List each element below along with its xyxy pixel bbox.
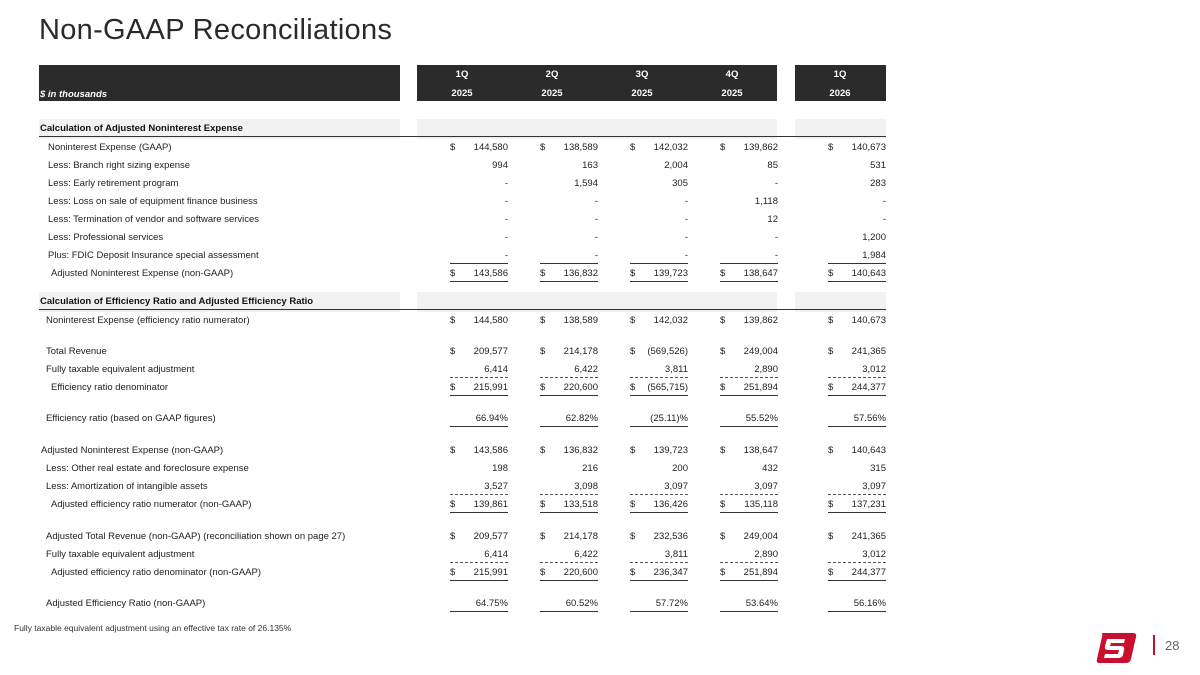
cell-value: 1,200 — [862, 232, 886, 243]
cell-value: - — [504, 214, 508, 225]
column-year-label: 2025 — [541, 88, 563, 99]
cell-value: 249,004 — [743, 531, 778, 542]
table-cell — [450, 445, 508, 458]
row-label: Noninterest Expense (efficiency ratio numerator) — [46, 315, 250, 326]
cell-value: 140,643 — [851, 268, 886, 279]
table-cell — [720, 499, 778, 513]
table-cell — [450, 567, 508, 581]
table-cell — [720, 445, 778, 458]
currency-symbol: $ — [450, 499, 456, 510]
table-cell — [630, 463, 688, 476]
table-cell — [540, 346, 598, 359]
units-label: $ in thousands — [40, 89, 108, 100]
currency-symbol: $ — [828, 346, 834, 357]
table-cell — [450, 315, 508, 328]
cell-value: 244,377 — [851, 382, 886, 393]
table-cell — [540, 315, 598, 328]
cell-value: 6,422 — [574, 549, 598, 560]
cell-value: 143,586 — [473, 445, 508, 456]
table-cell — [828, 481, 886, 495]
cell-value: 3,097 — [754, 481, 778, 492]
table-cell — [630, 214, 688, 227]
currency-symbol: $ — [450, 567, 456, 578]
row-label: Noninterest Expense (GAAP) — [48, 142, 172, 153]
currency-symbol: $ — [828, 268, 834, 279]
column-quarter-label: 1Q — [833, 69, 847, 80]
page-title: Non-GAAP Reconciliations — [39, 14, 393, 46]
cell-value: 214,178 — [563, 346, 598, 357]
currency-symbol: $ — [630, 531, 636, 542]
table-cell — [720, 214, 778, 227]
table-cell — [450, 382, 508, 396]
table-cell — [630, 232, 688, 245]
table-cell — [828, 346, 886, 359]
cell-value: 138,589 — [563, 142, 598, 153]
cell-value: 60.52% — [565, 598, 598, 609]
column-year-label: 2025 — [721, 88, 743, 99]
row-label: Adjusted Noninterest Expense (non-GAAP) — [51, 268, 234, 279]
currency-symbol: $ — [720, 315, 726, 326]
table-cell — [720, 598, 778, 612]
cell-value: 305 — [672, 178, 688, 189]
currency-symbol: $ — [720, 567, 726, 578]
cell-value: 140,673 — [851, 315, 886, 326]
table-cell — [540, 160, 598, 173]
table-cell — [828, 232, 886, 245]
table-cell — [540, 445, 598, 458]
cell-value: 209,577 — [473, 531, 508, 542]
table-cell — [630, 142, 688, 155]
cell-value: - — [504, 250, 508, 261]
currency-symbol: $ — [540, 346, 546, 357]
cell-value: 62.82% — [565, 413, 598, 424]
currency-symbol: $ — [630, 315, 636, 326]
table-cell — [828, 364, 886, 378]
table-cell — [540, 142, 598, 155]
table-cell — [720, 382, 778, 396]
cell-value: - — [684, 250, 688, 261]
row-label: Adjusted efficiency ratio denominator (non-GAAP) — [51, 567, 261, 578]
table-cell — [720, 531, 778, 544]
table-cell — [540, 549, 598, 563]
cell-value: 3,097 — [862, 481, 886, 492]
currency-symbol: $ — [720, 142, 726, 153]
currency-symbol: $ — [630, 567, 636, 578]
cell-value: 251,894 — [743, 567, 778, 578]
cell-value: 57.56% — [853, 413, 886, 424]
section-header: Calculation of Adjusted Noninterest Expense — [40, 123, 243, 134]
cell-value: 283 — [870, 178, 886, 189]
cell-value: 133,518 — [563, 499, 598, 510]
table-cell — [540, 531, 598, 544]
table-cell — [450, 463, 508, 476]
cell-value: - — [684, 196, 688, 207]
cell-value: 236,347 — [653, 567, 688, 578]
cell-value: 139,723 — [653, 268, 688, 279]
cell-value: 64.75% — [475, 598, 508, 609]
table-cell — [828, 531, 886, 544]
table-cell — [630, 160, 688, 173]
cell-value: 2,890 — [754, 364, 778, 375]
table-cell — [450, 214, 508, 227]
row-label: Total Revenue — [46, 346, 107, 357]
table-cell — [630, 499, 688, 513]
currency-symbol: $ — [540, 499, 546, 510]
cell-value: - — [594, 250, 598, 261]
section-rule — [39, 136, 886, 137]
table-cell — [540, 598, 598, 612]
table-cell — [828, 178, 886, 191]
table-cell — [540, 268, 598, 282]
cell-value: 140,673 — [851, 142, 886, 153]
row-label: Less: Early retirement program — [48, 178, 179, 189]
currency-symbol: $ — [630, 382, 636, 393]
cell-value: 249,004 — [743, 346, 778, 357]
table-cell — [828, 382, 886, 396]
cell-value: 220,600 — [563, 567, 598, 578]
table-cell — [630, 178, 688, 191]
row-label: Efficiency ratio (based on GAAP figures) — [46, 413, 216, 424]
currency-symbol: $ — [630, 346, 636, 357]
cell-value: 3,527 — [484, 481, 508, 492]
cell-value: 66.94% — [475, 413, 508, 424]
cell-value: 136,832 — [563, 268, 598, 279]
currency-symbol: $ — [720, 531, 726, 542]
table-cell — [720, 268, 778, 282]
currency-symbol: $ — [828, 499, 834, 510]
currency-symbol: $ — [540, 268, 546, 279]
cell-value: 139,861 — [473, 499, 508, 510]
cell-value: 994 — [492, 160, 508, 171]
cell-value: 137,231 — [851, 499, 886, 510]
table-cell — [450, 160, 508, 173]
currency-symbol: $ — [630, 142, 636, 153]
table-cell — [630, 315, 688, 328]
section-header: Calculation of Efficiency Ratio and Adjusted Efficiency Ratio — [40, 296, 314, 307]
row-label: Less: Branch right sizing expense — [48, 160, 191, 171]
cell-value: 432 — [762, 463, 778, 474]
currency-symbol: $ — [540, 567, 546, 578]
column-year-label: 2026 — [829, 88, 851, 99]
table-cell — [720, 178, 778, 191]
currency-symbol: $ — [540, 445, 546, 456]
cell-value: (25.11)% — [650, 413, 688, 424]
cell-value: 12 — [767, 214, 778, 225]
row-label: Adjusted efficiency ratio numerator (non-GAAP) — [51, 499, 252, 510]
table-cell — [450, 142, 508, 155]
currency-symbol: $ — [450, 346, 456, 357]
table-cell — [630, 598, 688, 612]
cell-value: 216 — [582, 463, 598, 474]
cell-value: 215,991 — [473, 567, 508, 578]
table-cell — [630, 346, 688, 359]
table-cell — [720, 232, 778, 245]
table-cell — [720, 567, 778, 581]
table-cell — [630, 382, 688, 396]
currency-symbol: $ — [540, 382, 546, 393]
section-rule — [39, 309, 886, 310]
table-cell — [540, 463, 598, 476]
table-cell — [540, 499, 598, 513]
table-cell — [450, 232, 508, 245]
cell-value: 135,118 — [744, 499, 778, 510]
currency-symbol: $ — [450, 531, 456, 542]
table-cell — [540, 567, 598, 581]
table-cell — [540, 413, 598, 427]
company-logo — [1095, 629, 1139, 667]
cell-value: 1,118 — [754, 196, 778, 207]
table-cell — [630, 481, 688, 495]
currency-symbol: $ — [720, 268, 726, 279]
cell-value: 139,862 — [743, 142, 778, 153]
table-cell — [450, 598, 508, 612]
currency-symbol: $ — [828, 531, 834, 542]
cell-value: 142,032 — [653, 315, 688, 326]
table-cell — [450, 481, 508, 495]
currency-symbol: $ — [540, 142, 546, 153]
page-number: 28 — [1165, 638, 1180, 653]
table-cell — [630, 413, 688, 427]
cell-value: 200 — [672, 463, 688, 474]
cell-value: 56.16% — [853, 598, 886, 609]
currency-symbol: $ — [720, 382, 726, 393]
cell-value: 3,012 — [862, 549, 886, 560]
currency-symbol: $ — [450, 445, 456, 456]
currency-symbol: $ — [828, 315, 834, 326]
cell-value: 531 — [870, 160, 886, 171]
table-cell — [450, 549, 508, 563]
table-cell — [540, 382, 598, 396]
row-label: Less: Loss on sale of equipment finance business — [48, 196, 258, 207]
table-cell — [720, 463, 778, 476]
cell-value: 136,832 — [563, 445, 598, 456]
table-cell — [828, 142, 886, 155]
row-label: Adjusted Total Revenue (non-GAAP) (reconciliation shown on page 27) — [46, 531, 346, 542]
cell-value: 139,862 — [743, 315, 778, 326]
cell-value: - — [882, 214, 886, 225]
table-cell — [450, 413, 508, 427]
table-cell — [630, 445, 688, 458]
table-cell — [828, 413, 886, 427]
table-cell — [828, 598, 886, 612]
row-label: Efficiency ratio denominator — [51, 382, 169, 393]
table-cell — [630, 567, 688, 581]
cell-value: - — [774, 250, 778, 261]
cell-value: - — [594, 196, 598, 207]
currency-symbol: $ — [720, 346, 726, 357]
table-cell — [828, 445, 886, 458]
cell-value: 315 — [870, 463, 886, 474]
table-cell — [720, 196, 778, 209]
cell-value: 244,377 — [851, 567, 886, 578]
cell-value: - — [684, 232, 688, 243]
table-cell — [450, 364, 508, 378]
table-cell — [450, 268, 508, 282]
cell-value: 2,004 — [664, 160, 688, 171]
table-cell — [630, 549, 688, 563]
table-cell — [450, 178, 508, 191]
table-cell — [450, 531, 508, 544]
cell-value: 209,577 — [473, 346, 508, 357]
table-cell — [828, 160, 886, 173]
cell-value: 57.72% — [655, 598, 688, 609]
cell-value: 232,536 — [653, 531, 688, 542]
table-cell — [450, 250, 508, 264]
page-number-divider — [1153, 635, 1155, 655]
currency-symbol: $ — [828, 142, 834, 153]
table-cell — [828, 549, 886, 563]
row-label: Fully taxable equivalent adjustment — [46, 364, 195, 375]
currency-symbol: $ — [450, 382, 456, 393]
cell-value: 53.64% — [745, 598, 778, 609]
currency-symbol: $ — [540, 315, 546, 326]
table-cell — [828, 315, 886, 328]
table-cell — [450, 196, 508, 209]
currency-symbol: $ — [450, 142, 456, 153]
column-quarter-label: 2Q — [545, 69, 559, 80]
row-label: Less: Amortization of intangible assets — [46, 481, 208, 492]
table-cell — [540, 196, 598, 209]
table-cell — [540, 364, 598, 378]
table-cell — [720, 364, 778, 378]
cell-value: 139,723 — [653, 445, 688, 456]
table-cell — [630, 196, 688, 209]
currency-symbol: $ — [450, 268, 456, 279]
cell-value: - — [504, 196, 508, 207]
cell-value: 142,032 — [653, 142, 688, 153]
cell-value: 143,586 — [473, 268, 508, 279]
cell-value: 214,178 — [563, 531, 598, 542]
cell-value: 144,580 — [473, 315, 508, 326]
cell-value: 144,580 — [473, 142, 508, 153]
cell-value: 163 — [582, 160, 598, 171]
cell-value: 3,012 — [862, 364, 886, 375]
table-cell — [540, 214, 598, 227]
cell-value: 220,600 — [563, 382, 598, 393]
cell-value: 6,422 — [574, 364, 598, 375]
row-label: Adjusted Noninterest Expense (non-GAAP) — [41, 445, 224, 456]
cell-value: - — [684, 214, 688, 225]
table-cell — [450, 499, 508, 513]
column-quarter-label: 4Q — [725, 69, 739, 80]
currency-symbol: $ — [630, 499, 636, 510]
table-cell — [828, 196, 886, 209]
currency-symbol: $ — [630, 268, 636, 279]
table-cell — [540, 178, 598, 191]
table-cell — [540, 481, 598, 495]
column-quarter-label: 1Q — [455, 69, 469, 80]
cell-value: 6,414 — [484, 549, 508, 560]
cell-value: (569,526) — [647, 346, 688, 357]
table-cell — [828, 250, 886, 264]
cell-value: 3,811 — [664, 364, 688, 375]
currency-symbol: $ — [720, 445, 726, 456]
table-cell — [450, 346, 508, 359]
cell-value: - — [594, 232, 598, 243]
row-label: Less: Other real estate and foreclosure expense — [46, 463, 249, 474]
currency-symbol: $ — [450, 315, 456, 326]
table-cell — [828, 214, 886, 227]
currency-symbol: $ — [828, 567, 834, 578]
table-cell — [828, 463, 886, 476]
cell-value: 1,984 — [862, 250, 886, 261]
cell-value: 55.52% — [745, 413, 778, 424]
cell-value: 138,647 — [743, 268, 778, 279]
table-cell — [720, 142, 778, 155]
cell-value: (565,715) — [647, 382, 688, 393]
cell-value: - — [594, 214, 598, 225]
table-cell — [720, 481, 778, 495]
table-cell — [720, 413, 778, 427]
cell-value: 85 — [767, 160, 778, 171]
table-cell — [720, 315, 778, 328]
cell-value: - — [882, 196, 886, 207]
table-cell — [630, 250, 688, 264]
table-cell — [720, 346, 778, 359]
currency-symbol: $ — [540, 531, 546, 542]
cell-value: - — [504, 178, 508, 189]
table-cell — [630, 268, 688, 282]
cell-value: 2,890 — [754, 549, 778, 560]
cell-value: - — [774, 178, 778, 189]
column-year-label: 2025 — [451, 88, 473, 99]
column-quarter-label: 3Q — [635, 69, 649, 80]
table-cell — [828, 499, 886, 513]
cell-value: 241,365 — [851, 346, 886, 357]
row-label: Less: Professional services — [48, 232, 164, 243]
cell-value: - — [774, 232, 778, 243]
table-cell — [540, 250, 598, 264]
row-label: Fully taxable equivalent adjustment — [46, 549, 195, 560]
table-cell — [828, 567, 886, 581]
cell-value: - — [504, 232, 508, 243]
currency-symbol: $ — [828, 445, 834, 456]
table-cell — [630, 531, 688, 544]
currency-symbol: $ — [720, 499, 726, 510]
cell-value: 3,097 — [664, 481, 688, 492]
cell-value: 215,991 — [473, 382, 508, 393]
table-cell — [720, 160, 778, 173]
cell-value: 138,647 — [743, 445, 778, 456]
cell-value: 1,594 — [574, 178, 598, 189]
cell-value: 6,414 — [484, 364, 508, 375]
cell-value: 251,894 — [743, 382, 778, 393]
cell-value: 241,365 — [851, 531, 886, 542]
currency-symbol: $ — [630, 445, 636, 456]
cell-value: 198 — [492, 463, 508, 474]
cell-value: 140,643 — [851, 445, 886, 456]
table-cell — [540, 232, 598, 245]
table-cell — [630, 364, 688, 378]
table-cell — [720, 250, 778, 264]
row-label: Plus: FDIC Deposit Insurance special assessment — [48, 250, 259, 261]
currency-symbol: $ — [828, 382, 834, 393]
column-year-label: 2025 — [631, 88, 653, 99]
table-cell — [828, 268, 886, 282]
cell-value: 138,589 — [563, 315, 598, 326]
cell-value: 136,426 — [653, 499, 688, 510]
cell-value: 3,811 — [664, 549, 688, 560]
table-cell — [720, 549, 778, 563]
row-label: Less: Termination of vendor and software services — [48, 214, 260, 225]
row-label: Adjusted Efficiency Ratio (non-GAAP) — [46, 598, 206, 609]
footnote: Fully taxable equivalent adjustment using an effective tax rate of 26.135% — [14, 623, 292, 633]
cell-value: 3,098 — [574, 481, 598, 492]
